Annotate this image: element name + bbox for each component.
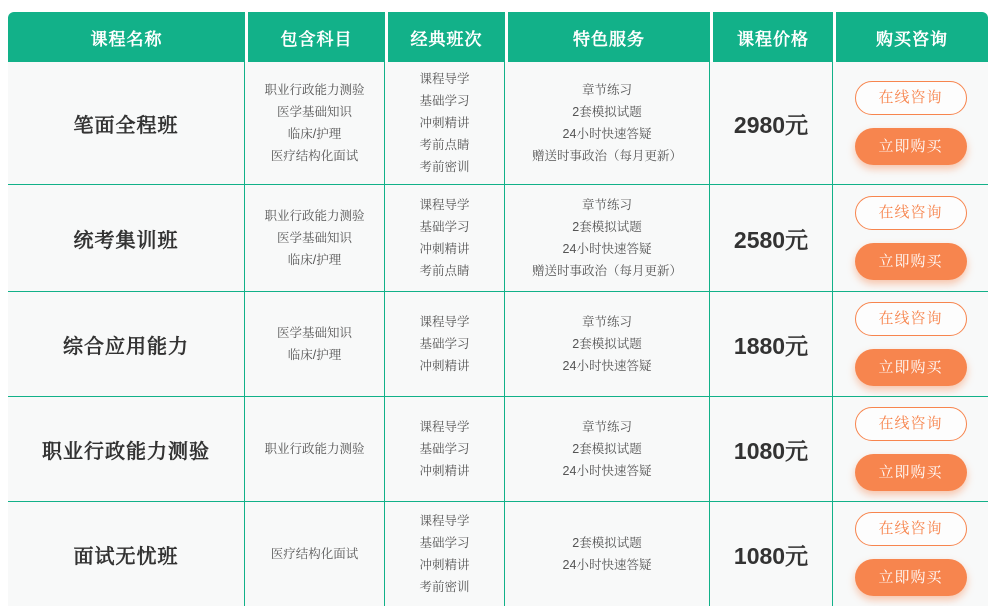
online-consult-button[interactable]: 在线咨询 (855, 512, 967, 546)
course-subjects: 医学基础知识 临床/护理 (245, 292, 385, 397)
buy-now-button[interactable]: 立即购买 (855, 128, 967, 165)
online-consult-button[interactable]: 在线咨询 (855, 407, 967, 441)
online-consult-button[interactable]: 在线咨询 (855, 302, 967, 336)
course-subjects: 职业行政能力测验 (245, 397, 385, 502)
course-services: 章节练习 2套模拟试题 24小时快速答疑 (505, 397, 710, 502)
table-row (8, 502, 988, 606)
purchase-cell (833, 62, 988, 185)
column-header-services: 特色服务 (505, 12, 710, 62)
course-classes: 课程导学 基础学习 冲刺精讲 考前密训 (385, 502, 505, 606)
course-pricing-table-wrap (8, 12, 988, 606)
course-pricing-table (8, 12, 988, 606)
table-row (8, 185, 988, 292)
column-header-classes: 经典班次 (385, 12, 505, 62)
table-row (8, 62, 988, 185)
course-name: 综合应用能力 (8, 292, 245, 397)
course-services: 2套模拟试题 24小时快速答疑 (505, 502, 710, 606)
course-price: 2980元 (710, 62, 833, 185)
course-services: 章节练习 2套模拟试题 24小时快速答疑 赠送时事政治（每月更新） (505, 62, 710, 185)
course-name: 统考集训班 (8, 185, 245, 292)
table-row (8, 397, 988, 502)
course-subjects: 职业行政能力测验 医学基础知识 临床/护理 医疗结构化面试 (245, 62, 385, 185)
course-services: 章节练习 2套模拟试题 24小时快速答疑 (505, 292, 710, 397)
purchase-cell (833, 292, 988, 397)
online-consult-button[interactable]: 在线咨询 (855, 196, 967, 230)
column-header-subjects: 包含科目 (245, 12, 385, 62)
course-price: 1080元 (710, 502, 833, 606)
table-header-row (8, 12, 988, 62)
course-price: 1080元 (710, 397, 833, 502)
course-name: 职业行政能力测验 (8, 397, 245, 502)
buy-now-button[interactable]: 立即购买 (855, 559, 967, 596)
online-consult-button[interactable]: 在线咨询 (855, 81, 967, 115)
course-subjects: 医疗结构化面试 (245, 502, 385, 606)
buy-now-button[interactable]: 立即购买 (855, 349, 967, 386)
course-name: 面试无忧班 (8, 502, 245, 606)
course-classes: 课程导学 基础学习 冲刺精讲 考前点睛 (385, 185, 505, 292)
course-classes: 课程导学 基础学习 冲刺精讲 考前点睛 考前密训 (385, 62, 505, 185)
purchase-cell (833, 185, 988, 292)
table-row (8, 292, 988, 397)
column-header-price: 课程价格 (710, 12, 833, 62)
buy-now-button[interactable]: 立即购买 (855, 243, 967, 280)
buy-now-button[interactable]: 立即购买 (855, 454, 967, 491)
course-price: 2580元 (710, 185, 833, 292)
purchase-cell (833, 502, 988, 606)
course-name: 笔面全程班 (8, 62, 245, 185)
course-services: 章节练习 2套模拟试题 24小时快速答疑 赠送时事政治（每月更新） (505, 185, 710, 292)
column-header-course-name: 课程名称 (8, 12, 245, 62)
purchase-cell (833, 397, 988, 502)
course-classes: 课程导学 基础学习 冲刺精讲 (385, 292, 505, 397)
course-subjects: 职业行政能力测验 医学基础知识 临床/护理 (245, 185, 385, 292)
course-price: 1880元 (710, 292, 833, 397)
course-classes: 课程导学 基础学习 冲刺精讲 (385, 397, 505, 502)
column-header-purchase: 购买咨询 (833, 12, 988, 62)
